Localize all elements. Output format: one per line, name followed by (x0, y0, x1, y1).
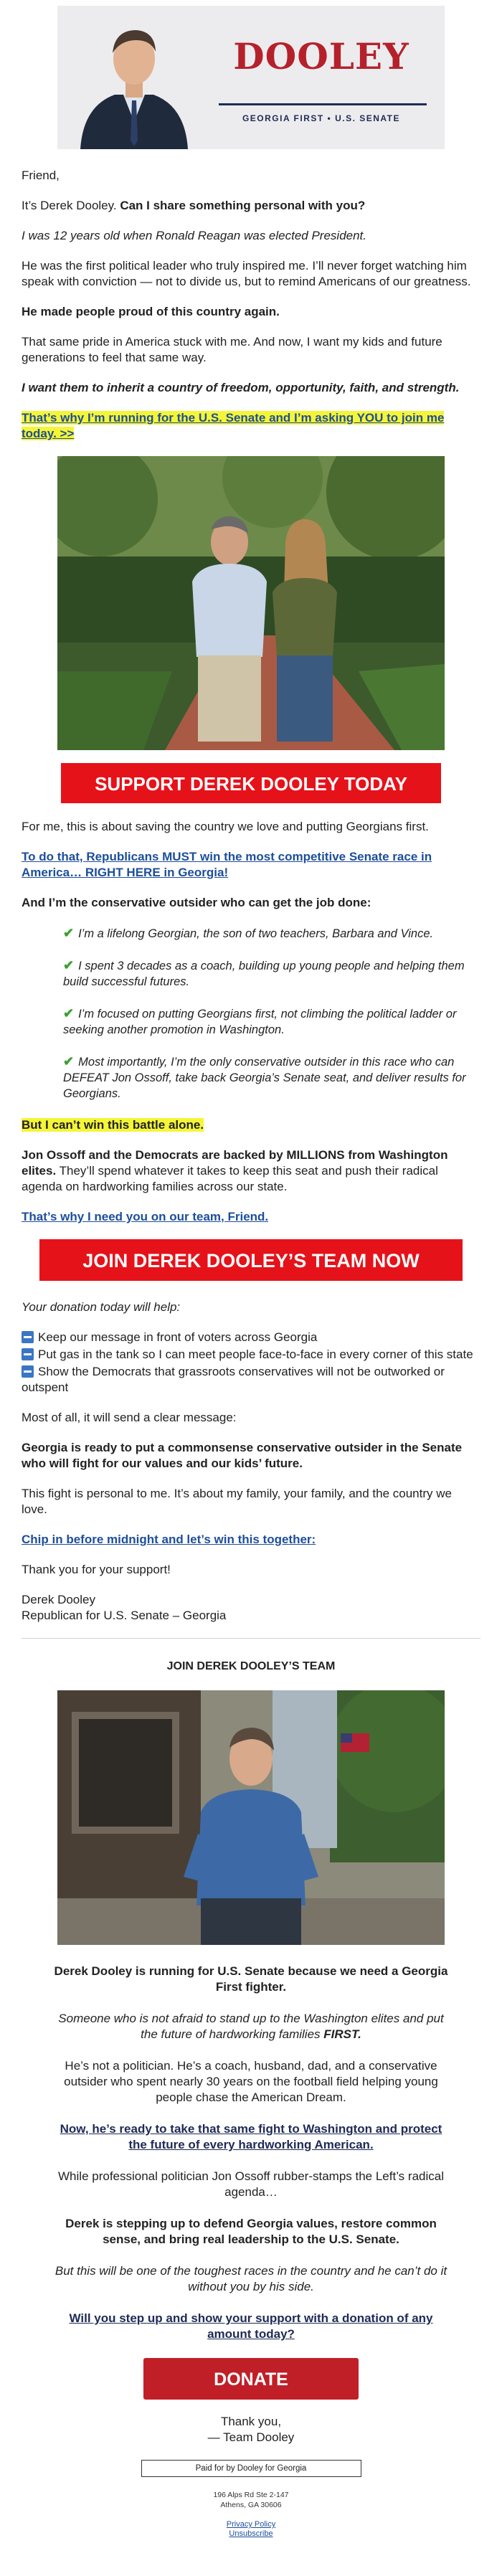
pride-paragraph: That same pride in America stuck with me. And now, I want my kids and future generations to feel that same way. (22, 335, 442, 364)
paid-for-disclaimer: Paid for by Dooley for Georgia (141, 2460, 361, 2477)
privacy-policy-link[interactable]: Privacy Policy (226, 2520, 276, 2529)
minus-box-icon (22, 1331, 34, 1343)
reagan-paragraph: I was 12 years old when Ronald Reagan was elected President. (22, 229, 367, 242)
footer-links (22, 2520, 480, 2539)
backed-paragraph (22, 1147, 480, 1195)
signature-name: Derek Dooley (22, 1593, 95, 1606)
thanks-paragraph: Thank you for your support! (22, 1563, 171, 1576)
team-running-paragraph: Derek Dooley is running for U.S. Senate because we need a Georgia First fighter. (54, 1964, 448, 1994)
personal-paragraph: This fight is personal to me. It’s about my family, your family, and the country we love. (22, 1487, 452, 1516)
donation-paragraph: Your donation today will help: (22, 1300, 181, 1314)
closing-signature: — Team Dooley (207, 2430, 295, 2444)
chip-in-link[interactable]: Chip in before midnight and let’s win this together: (22, 1533, 316, 1546)
inspired-paragraph: He was the first political leader who truly inspired me. I’ll never forget watching him speak with conviction — not to divide us, but to remind Americans of our greatness. (22, 259, 471, 288)
proud-paragraph: He made people proud of this country again. (22, 305, 280, 318)
team-stepping-paragraph: Derek is stepping up to defend Georgia values, restore common sense, and bring real leadership to the U.S. Senate. (65, 2217, 437, 2246)
backed-bold-text: Jon Ossoff and the Democrats are backed by MILLIONS from Washington elites. (22, 1148, 448, 1178)
outsider-paragraph: And I’m the conservative outsider who can get the job done: (22, 896, 371, 909)
list-item: Keep our message in front of voters across Georgia (22, 1330, 480, 1345)
minus-box-icon (22, 1365, 34, 1378)
closing (22, 2414, 480, 2445)
backed-text: They’ll spend whatever it takes to keep this seat and push their radical agenda on hardworking families across our state. (22, 1164, 438, 1193)
section-divider (22, 1638, 480, 1639)
support-button[interactable]: SUPPORT DEREK DOOLEY TODAY (61, 763, 441, 803)
intro-paragraph (22, 198, 480, 214)
win-link[interactable]: To do that, Republicans MUST win the most competitive Senate race in America… RIGHT HERE in Georgia! (22, 850, 432, 879)
win-paragraph (22, 849, 480, 881)
alone-highlight: But I can’t win this battle alone. (22, 1118, 204, 1132)
minus-box-icon (22, 1348, 34, 1360)
mailing-address (22, 2490, 480, 2510)
join-team-button[interactable]: JOIN DEREK DOOLEY’S TEAM NOW (39, 1239, 463, 1281)
team-someone-emphasis: FIRST. (323, 2027, 361, 2041)
intro-question: Can I share something personal with you? (120, 199, 366, 212)
running-link[interactable]: That’s why I’m running for the U.S. Senate and I’m asking YOU to join me today. >> (22, 411, 445, 440)
list-item: Show the Democrats that grassroots conservatives will not be outworked or outspent (22, 1365, 445, 1394)
running-paragraph (22, 410, 480, 442)
team-ossoff-paragraph: While professional politician Jon Ossoff rubber-stamps the Left’s radical agenda… (58, 2169, 444, 2199)
checkmark-icon: ✔ (63, 926, 75, 940)
list-item: ✔ I’m focused on putting Georgians first, not climbing the political ladder or seeking another promotion in Washington. (63, 1006, 457, 1036)
message-paragraph: Most of all, it will send a clear message: (22, 1411, 237, 1424)
checkmark-icon: ✔ (63, 958, 75, 972)
email-body (22, 0, 480, 2567)
list-item: ✔ Most importantly, I’m the only conservative outsider in this race who can DEFEAT Jon Ossoff, take back Georgia’s Senate seat, and deliver results for Georgians. (63, 1054, 466, 1100)
signature-title: Republican for U.S. Senate – Georgia (22, 1609, 227, 1622)
signature (22, 1592, 480, 1624)
credentials-list (22, 925, 480, 1102)
team-someone-text: Someone who is not afraid to stand up to the Washington elites and put the future of hardworking families (58, 2012, 444, 2041)
candidate-street-photo (57, 1690, 445, 1945)
saving-paragraph: For me, this is about saving the country we love and putting Georgians first. (22, 820, 429, 833)
alone-paragraph (22, 1117, 480, 1133)
team-not-politician-paragraph: He’s not a politician. He’s a coach, husband, dad, and a conservative outsider who spent nearly 30 years on the football field helping young people chase the American Dream. (64, 2059, 438, 2104)
address-line-2: Athens, GA 30606 (220, 2501, 282, 2509)
ready-paragraph: Georgia is ready to put a commonsense conservative outsider in the Senate who will fight for our values and our kids’ future. (22, 1441, 463, 1470)
intro-text: It’s Derek Dooley. (22, 199, 120, 212)
list-item: Put gas in the tank so I can meet people face-to-face in every corner of this state (22, 1347, 480, 1363)
donate-button[interactable]: DONATE (143, 2358, 359, 2400)
greeting: Friend, (22, 169, 60, 182)
team-step-paragraph (50, 2311, 452, 2342)
list-item: ✔ I spent 3 decades as a coach, building up young people and helping them build successful futures. (63, 958, 465, 988)
logo-title: DOOLEY (233, 35, 409, 77)
team-link[interactable]: That’s why I need you on our team, Friend. (22, 1210, 269, 1223)
team-step-link[interactable]: Will you step up and show your support with a donation of any amount today? (69, 2311, 433, 2341)
chip-paragraph (22, 1532, 480, 1548)
logo-divider (219, 103, 427, 105)
logo-subtitle: GEORGIA FIRST • U.S. SENATE (242, 113, 401, 123)
checkmark-icon: ✔ (63, 1006, 75, 1021)
donation-uses-list (22, 1330, 480, 1396)
team-section-title: JOIN DEREK DOOLEY’S TEAM (166, 1660, 336, 1672)
candidate-portrait-image (73, 14, 195, 149)
header-banner (57, 6, 445, 149)
couple-walking-photo (57, 456, 445, 750)
team-ready-link[interactable]: Now, he’s ready to take that same fight to Washington and protect the future of every hardworking American. (60, 2122, 442, 2151)
list-item: ✔ I’m a lifelong Georgian, the son of two teachers, Barbara and Vince. (63, 926, 434, 940)
checkmark-icon: ✔ (63, 1054, 75, 1069)
team-toughest-paragraph: But this will be one of the toughest races in the country and he can’t do it without you by his side. (55, 2264, 447, 2293)
unsubscribe-link[interactable]: Unsubscribe (229, 2529, 273, 2538)
address-line-1: 196 Alps Rd Ste 2-147 (213, 2491, 289, 2499)
team-ready-paragraph (50, 2121, 452, 2153)
team-someone-paragraph (50, 2011, 452, 2042)
team-paragraph (22, 1209, 480, 1225)
closing-thanks: Thank you, (220, 2415, 282, 2428)
inherit-paragraph: I want them to inherit a country of freedom, opportunity, faith, and strength. (22, 381, 460, 394)
